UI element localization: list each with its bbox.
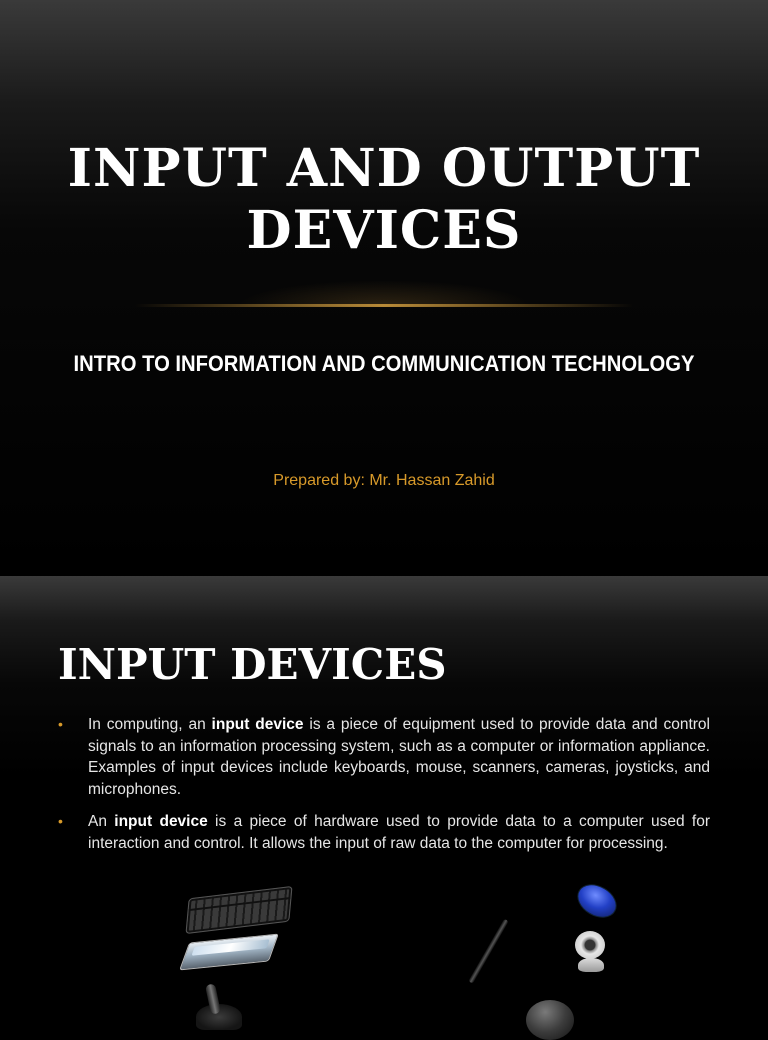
- slide-title-line1: INPUT AND OUTPUT: [67, 138, 701, 199]
- divider-glow: [234, 280, 534, 306]
- slide-title: [0, 138, 768, 262]
- bullet-text-post: is a piece of equipment used to provide data and control signals to an information processing system, such as a computer or information appliance. Examples of input devices include keyboards, mouse, scanners, cameras, joysticks, and microphones.: [88, 716, 710, 798]
- bullet-list: [58, 714, 710, 865]
- bullet-item: [58, 811, 710, 854]
- webcam-stand-icon: [578, 958, 604, 972]
- webcam-icon: [575, 931, 605, 959]
- bullet-text-pre: An: [88, 813, 115, 830]
- prepared-by: Prepared by: Mr. Hassan Zahid: [273, 472, 495, 489]
- bullet-icon: •: [58, 813, 63, 829]
- bullet-text-bold: input device: [114, 813, 208, 830]
- mouse-icon: [526, 1000, 574, 1040]
- bullet-item: [58, 714, 710, 800]
- input-devices-title: INPUT DEVICES: [58, 640, 447, 689]
- bullet-text-bold: input device: [211, 716, 304, 733]
- title-divider: [134, 304, 634, 307]
- bullet-icon: •: [58, 716, 63, 732]
- slide-subtitle: INTRO TO INFORMATION AND COMMUNICATION TECHNOLOGY: [73, 351, 695, 376]
- bullet-text-post: is a piece of hardware used to provide data to a computer used for interaction and control. It allows the input of raw data to the computer for processing.: [88, 813, 711, 852]
- bullet-text-pre: In computing, an: [88, 716, 212, 733]
- slide-title-line2: DEVICES: [246, 200, 522, 261]
